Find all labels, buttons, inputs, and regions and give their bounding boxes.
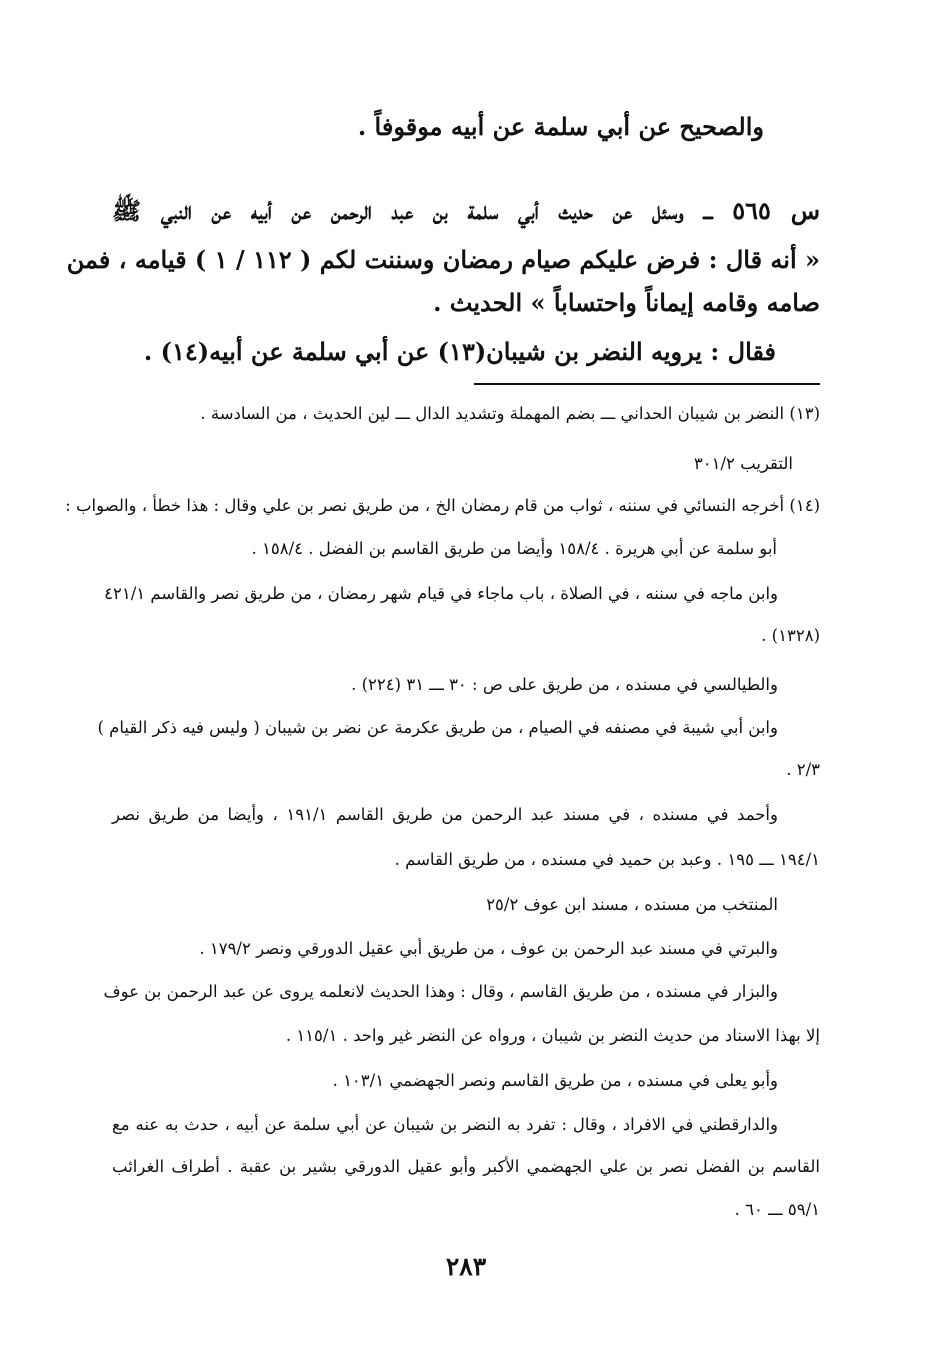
footnote-13: (١٣) النضر بن شيبان الحداني ـــ بضم المهملة وتشديد الدال ـــ لين الحديث ، من السادسة . xyxy=(200,404,820,423)
footnote-line: ٢/٣ . xyxy=(786,760,820,779)
main-line-1: والصحيح عن أبي سلمة عن أبيه موقوفاً . xyxy=(357,112,764,141)
footnote-line: التقريب ٣٠١/٢ xyxy=(693,454,793,473)
question-heading: س ٥٦٥ ـــ وسئل عن حديث أبي سلمة بن عبد الرحمن عن أبيه عن النبي ﷺ xyxy=(112,196,821,225)
footnote-line: (١٣٢٨) . xyxy=(761,626,820,645)
main-line-3: « أنه قال : فرض عليكم صيام رمضان وسننت لكم ( ١١٢ / ١ ) قيامه ، فمن xyxy=(66,245,820,274)
footnote-line: ١٩٤/١ ـــ ١٩٥ . وعبد بن حميد في مسنده ، من طريق القاسم . xyxy=(394,850,820,869)
page-number: ٢٨٣ xyxy=(445,1252,487,1281)
footnote-line: القاسم بن الفضل نصر بن علي الجهضمي الأكبر وأبو عقيل الدورقي بشير بن عقبة . أطراف الغرائب xyxy=(112,1157,820,1176)
footnote-line: المنتخب من مسنده ، مسند ابن عوف ٢٥/٢ xyxy=(486,895,778,914)
footnote-line: وأحمد في مسنده ، في مسند عبد الرحمن من طريق القاسم ١٩١/١ ، وأيضا من طريق نصر xyxy=(112,805,778,824)
main-line-4: صامه وقامه إيماناً واحتساباً » الحديث . xyxy=(433,288,820,317)
footnote-line: والبزار في مسنده ، من طريق القاسم ، وقال : وهذا الحديث لانعلمه يروى عن عبد الرحمن بن عوف xyxy=(103,982,778,1001)
footnote-separator xyxy=(474,383,820,385)
footnote-line: ٥٩/١ ـــ ٦٠ . xyxy=(734,1200,820,1219)
footnote-line: أبو سلمة عن أبي هريرة . ١٥٨/٤ وأيضا من طريق القاسم بن الفضل . ١٥٨/٤ . xyxy=(251,539,777,558)
footnote-line: وابن ماجه في سننه ، في الصلاة ، باب ماجاء في قيام شهر رمضان ، من طريق نصر والقاسم ٤٢١/١ xyxy=(104,584,778,603)
footnote-line: والبرتي في مسند عبد الرحمن بن عوف ، من طريق أبي عقيل الدورقي ونصر ١٧٩/٢ . xyxy=(199,939,778,958)
footnote-line: والدارقطني في الافراد ، وقال : تفرد به النضر بن شيبان عن أبي سلمة عن أبيه ، حدث به عنه مع xyxy=(112,1115,778,1134)
main-line-5: فقال : يرويه النضر بن شيبان(١٣) عن أبي سلمة عن أبيه(١٤) . xyxy=(143,337,776,366)
footnote-14: (١٤) أخرجه النسائي في سننه ، ثواب من قام رمضان الخ ، من طريق نصر بن علي وقال : هذا خطأ ، والصواب : xyxy=(65,496,820,515)
footnote-line: والطيالسي في مسنده ، من طريق على ص : ٣٠ ـــ ٣١ (٢٢٤) . xyxy=(351,675,778,694)
footnote-line: وأبو يعلى في مسنده ، من طريق القاسم ونصر الجهضمي ١٠٣/١ . xyxy=(332,1071,778,1090)
footnote-line: إلا بهذا الاسناد من حديث النضر بن شيبان ، ورواه عن النضر غير واحد . ١١٥/١ . xyxy=(285,1026,820,1045)
footnote-line: وابن أبي شيبة في مصنفه في الصيام ، من طريق عكرمة عن نضر بن شيبان ( وليس فيه ذكر القيام ) xyxy=(97,718,778,737)
